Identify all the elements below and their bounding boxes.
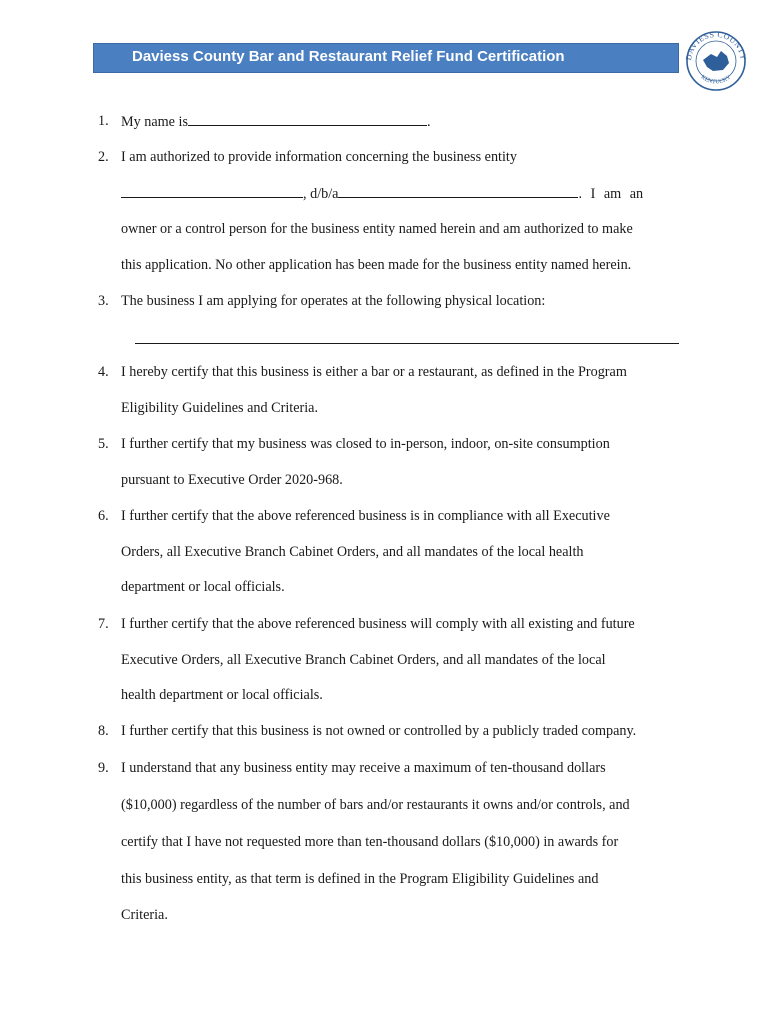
item-text: I am authorized to provide information concerning the business entity: [121, 149, 517, 165]
item-text: department or local officials.: [121, 579, 285, 595]
item-number: 8.: [98, 723, 109, 739]
location-field[interactable]: [135, 343, 679, 344]
item-number: 1.: [98, 113, 109, 129]
item-text: certify that I have not requested more than ten-thousand dollars ($10,000) in awards for: [121, 834, 619, 850]
item-text: Criteria.: [121, 907, 168, 923]
seal-top-text: DAVIESS COUNTY: [683, 30, 749, 61]
item-text: I further certify that the above referenced business will comply with all existing and future: [121, 616, 635, 632]
seal-bottom-text: KENTUCKY: [699, 74, 733, 86]
item-text: Eligibility Guidelines and Criteria.: [121, 400, 319, 416]
item-text: , d/b/a: [303, 186, 339, 202]
item-number: 4.: [98, 364, 109, 380]
item-text: this application. No other application has been made for the business entity named herein.: [121, 257, 632, 273]
dba-field[interactable]: [338, 184, 578, 198]
item-text: Executive Orders, all Executive Branch Cabinet Orders, and all mandates of the local: [121, 652, 606, 668]
item-text: Orders, all Executive Branch Cabinet Orders, and all mandates of the local health: [121, 544, 584, 560]
item-number: 9.: [98, 760, 109, 776]
item-number: 3.: [98, 293, 109, 309]
item-text: I understand that any business entity may receive a maximum of ten-thousand dollars: [121, 760, 606, 776]
item-text: My name is: [121, 114, 188, 130]
item-text: I further certify that the above referenced business is in compliance with all Executive: [121, 508, 610, 524]
item-text: this business entity, as that term is defined in the Program Eligibility Guidelines and: [121, 871, 599, 887]
item-text: I further certify that this business is not owned or controlled by a publicly traded company.: [121, 723, 637, 739]
item-text: health department or local officials.: [121, 687, 323, 703]
county-seal-logo: [683, 30, 749, 92]
item-number: 7.: [98, 616, 109, 632]
name-field[interactable]: [188, 112, 427, 126]
item-text: owner or a control person for the business entity named herein and am authorized to make: [121, 221, 633, 237]
item-number: 6.: [98, 508, 109, 524]
item-text: .: [427, 114, 431, 130]
business-entity-line: [121, 184, 643, 203]
item-number: 5.: [98, 436, 109, 452]
item-text: . I am an: [578, 186, 644, 202]
item-text: pursuant to Executive Order 2020-968.: [121, 472, 343, 488]
item-text: The business I am applying for operates at the following physical location:: [121, 293, 546, 309]
item-text: I further certify that my business was closed to in-person, indoor, on-site consumption: [121, 436, 610, 452]
header-bar: [93, 43, 679, 73]
item-number: 2.: [98, 149, 109, 165]
business-entity-field[interactable]: [121, 184, 303, 198]
page-title: Daviess County Bar and Restaurant Relief Fund Certification: [132, 48, 565, 65]
item-text: ($10,000) regardless of the number of bars and/or restaurants it owns and/or controls, and: [121, 797, 630, 813]
item-text: I hereby certify that this business is either a bar or a restaurant, as defined in the Program: [121, 364, 627, 380]
